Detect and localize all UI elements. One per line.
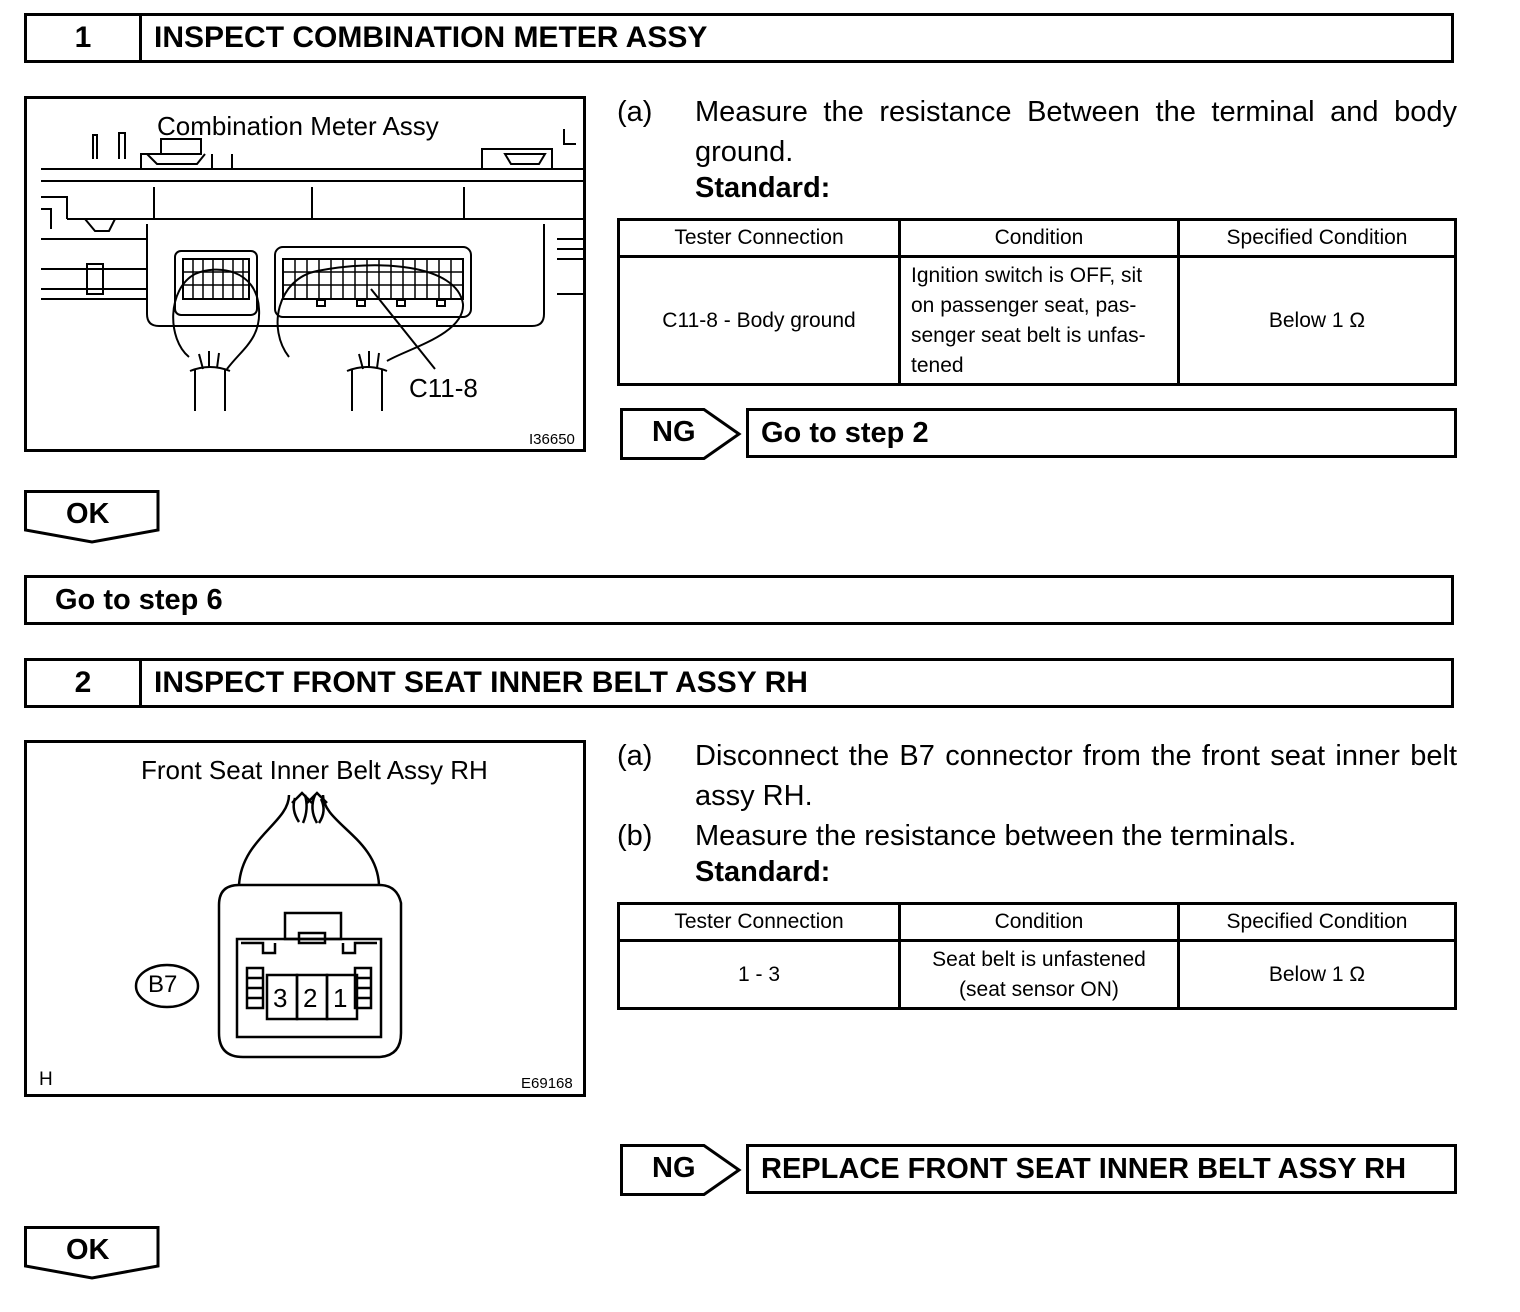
step-title: INSPECT COMBINATION METER ASSY — [154, 21, 708, 54]
col-specified-condition: Specified Condition — [1179, 220, 1456, 257]
condition-line: on passenger seat, pas- — [911, 293, 1137, 317]
instruction-text: Measure the resistance Between the terminal and body ground. — [695, 96, 1457, 168]
cell-specified: Below 1 Ω — [1179, 941, 1456, 1009]
standard-label: Standard: — [695, 172, 831, 204]
ng-label: NG — [652, 416, 696, 448]
figure-title: Combination Meter Assy — [157, 111, 439, 141]
instruction-text: Disconnect the B7 connector from the front seat inner belt assy RH. — [695, 740, 1457, 812]
ok-action: Go to step 6 — [24, 575, 1454, 625]
cell-condition — [900, 941, 1179, 1009]
spec-table — [617, 218, 1457, 386]
standard-label: Standard: — [695, 856, 831, 888]
cell-condition — [900, 257, 1179, 385]
belt-connector-diagram — [27, 743, 583, 1094]
spec-table — [617, 902, 1457, 1010]
ng-label: NG — [652, 1152, 696, 1184]
instruction-text: Measure the resistance between the terminals. — [695, 820, 1297, 852]
belt-connector-figure — [24, 740, 586, 1097]
step-2-header — [24, 658, 1454, 708]
ng-action: Go to step 2 — [746, 408, 1457, 458]
step-number: 2 — [27, 661, 142, 705]
ok-label: OK — [66, 1234, 110, 1266]
condition-line: (seat sensor ON) — [959, 977, 1119, 1001]
step-1-header — [24, 13, 1454, 63]
step-number: 1 — [27, 16, 142, 60]
ng-tag — [620, 1144, 742, 1196]
instruction-label: (a) — [617, 740, 653, 772]
instruction-label: (a) — [617, 96, 653, 128]
pin-2: 2 — [303, 983, 318, 1013]
step-title: INSPECT FRONT SEAT INNER BELT ASSY RH — [154, 666, 808, 699]
ng-action: REPLACE FRONT SEAT INNER BELT ASSY RH — [746, 1144, 1457, 1194]
ok-label: OK — [66, 498, 110, 530]
corner-mark: H — [39, 1069, 53, 1090]
condition-line: Ignition switch is OFF, sit — [911, 263, 1143, 287]
col-tester-connection: Tester Connection — [619, 220, 900, 257]
ok-tag — [24, 1226, 160, 1280]
col-specified-condition: Specified Condition — [1179, 904, 1456, 941]
col-condition: Condition — [900, 220, 1179, 257]
cell-connection: C11-8 - Body ground — [619, 257, 900, 385]
table-row — [619, 941, 1456, 1009]
instruction-a — [617, 736, 1457, 816]
condition-line: senger seat belt is unfas- — [911, 323, 1146, 347]
col-condition: Condition — [900, 904, 1179, 941]
combination-meter-diagram — [27, 99, 583, 449]
instruction-label: (b) — [617, 820, 653, 852]
col-tester-connection: Tester Connection — [619, 904, 900, 941]
terminal-callout: C11-8 — [409, 373, 478, 403]
pin-1: 1 — [333, 983, 348, 1013]
figure-id: I36650 — [529, 431, 575, 448]
ng-tag — [620, 408, 742, 460]
connector-label: B7 — [148, 971, 178, 998]
table-row — [619, 257, 1456, 385]
ok-tag — [24, 490, 160, 544]
cell-connection: 1 - 3 — [619, 941, 900, 1009]
combination-meter-figure — [24, 96, 586, 452]
cell-specified: Below 1 Ω — [1179, 257, 1456, 385]
figure-title: Front Seat Inner Belt Assy RH — [141, 755, 488, 785]
condition-line: Seat belt is unfastened — [932, 947, 1146, 971]
figure-id: E69168 — [521, 1075, 573, 1092]
pin-3: 3 — [273, 983, 288, 1013]
condition-line: tened — [911, 353, 964, 377]
instruction-b — [617, 816, 1457, 856]
instruction-a — [617, 92, 1457, 172]
